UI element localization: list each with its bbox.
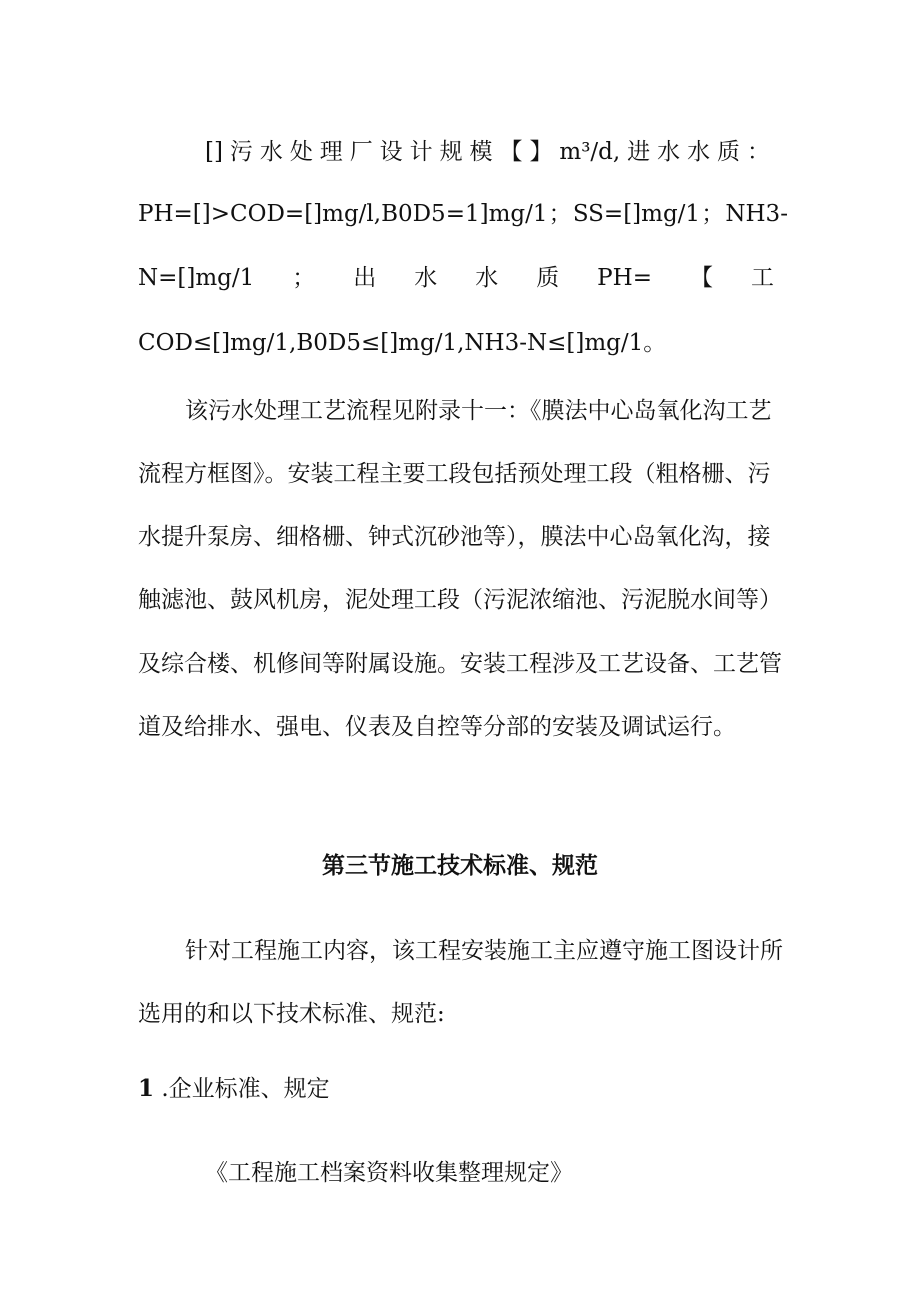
text-token: [] — [205, 139, 223, 165]
text-token: ； — [292, 265, 316, 291]
text-token: PH= — [597, 265, 652, 291]
text-token: 计 — [409, 139, 433, 165]
text-token: 出 — [353, 265, 377, 291]
text-token: SS=[]mg/1 — [572, 201, 701, 227]
list-item-number: 1 — [138, 1075, 155, 1102]
text-token: 厂 — [349, 139, 373, 165]
text-token: 水 — [259, 139, 283, 165]
process-paragraph-line: 流程方框图》。安装工程主要工段包括预处理工段（粗格栅、污 — [138, 461, 771, 487]
text-token: m³/d, — [559, 139, 621, 165]
text-token: 模 — [469, 139, 493, 165]
influent-quality-line — [138, 199, 788, 229]
design-scale-line — [205, 137, 770, 167]
text-token: 规 — [439, 139, 463, 165]
text-token: 】 — [529, 139, 553, 165]
process-paragraph-line: 该污水处理工艺流程见附录十一：《膜法中心岛氧化沟工艺 — [185, 398, 772, 424]
text-token: 水 — [657, 139, 681, 165]
list-item-enterprise-standards — [138, 1074, 330, 1104]
text-token: 理 — [319, 139, 343, 165]
text-token: ： — [746, 139, 770, 165]
text-token: 水 — [475, 265, 499, 291]
standard-title: 《工程施工档案资料收集整理规定》 — [205, 1160, 573, 1186]
text-token: ； — [548, 201, 572, 227]
text-token: 质 — [717, 139, 741, 165]
process-paragraph-line: 触滤池、鼓风机房，泥处理工段（污泥浓缩池、污泥脱水间等） — [138, 587, 782, 613]
text-token: N=[]mg/1 — [138, 265, 255, 291]
effluent-limits-line: COD≤[]mg/1,B0D5≤[]mg/1,NH3-N≤[]mg/1。 — [138, 330, 667, 356]
effluent-quality-line — [138, 263, 774, 293]
text-token: 处 — [289, 139, 313, 165]
text-token: NH3- — [725, 201, 788, 227]
text-token: PH=[]>COD=[]mg/l,B0D5=1]mg/1 — [138, 201, 548, 227]
process-paragraph-line: 及综合楼、机修间等附属设施。安装工程涉及工艺设备、工艺管 — [138, 651, 782, 677]
section-heading: 第三节施工技术标准、规范 — [322, 853, 598, 879]
text-token: 进 — [627, 139, 651, 165]
process-paragraph-line: 水提升泵房、细格栅、钟式沉砂池等），膜法中心岛氧化沟，接 — [138, 524, 771, 550]
standards-intro-line: 选用的和以下技术标准、规范: — [138, 1001, 445, 1027]
process-paragraph-line: 道及给排水、强电、仪表及自控等分部的安装及调试运行。 — [138, 714, 736, 740]
text-token: ； — [701, 201, 725, 227]
text-token: 【 — [689, 265, 713, 291]
text-token: 污 — [229, 139, 253, 165]
text-token: 水 — [414, 265, 438, 291]
list-item-label: .企业标准、规定 — [161, 1076, 330, 1102]
text-token: 【 — [499, 139, 523, 165]
standards-intro-line: 针对工程施工内容，该工程安装施工主应遵守施工图设计所 — [185, 938, 783, 964]
text-token: 设 — [379, 139, 403, 165]
text-token: 质 — [536, 265, 560, 291]
text-token: 水 — [687, 139, 711, 165]
text-token: 工 — [750, 265, 774, 291]
